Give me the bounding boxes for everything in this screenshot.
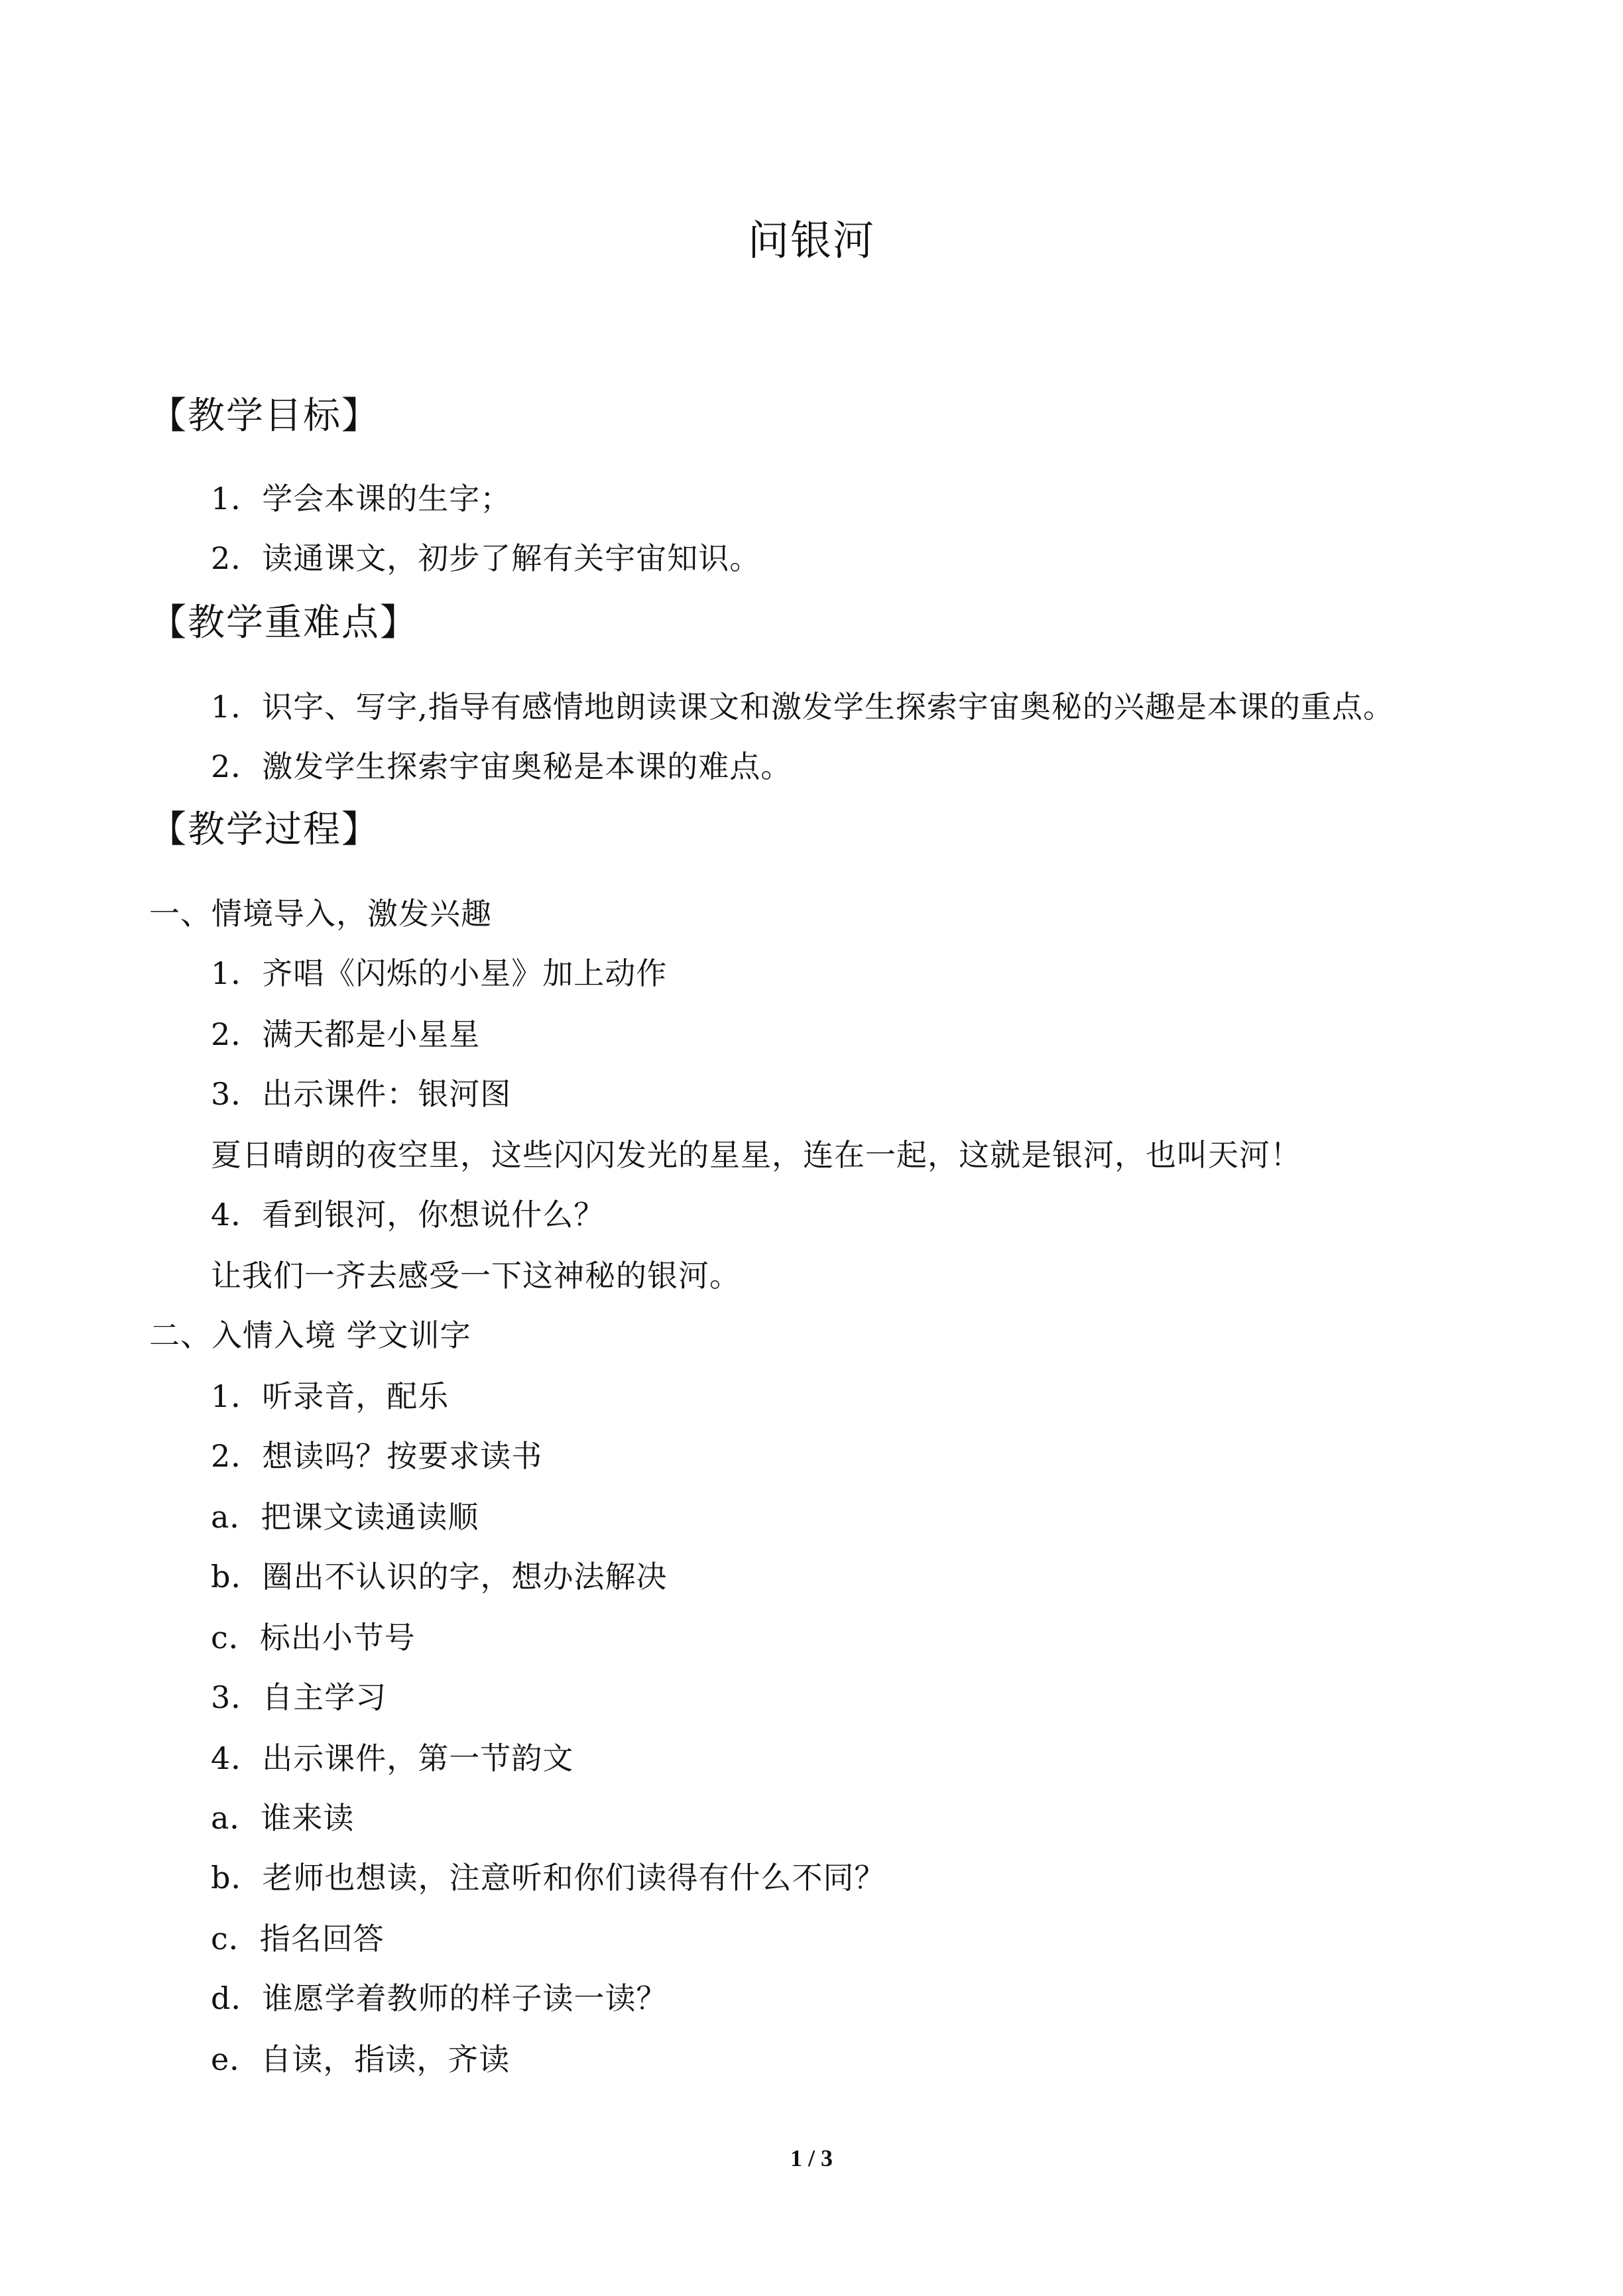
process-line: 3．出示课件：银河图 — [211, 1076, 512, 1112]
process-line: 2．想读吗？按要求读书 — [211, 1438, 543, 1474]
process-line: 4．出示课件，第一节韵文 — [211, 1740, 574, 1776]
process-part-title: 二、入情入境 学文训字 — [149, 1317, 471, 1353]
process-line: 3．自主学习 — [211, 1679, 387, 1715]
process-line: a．把课文读通读顺 — [211, 1499, 479, 1535]
key-point-item: 2．激发学生探索宇宙奥秘是本课的难点。 — [211, 749, 792, 784]
process-line: 让我们一齐去感受一下这神秘的银河。 — [211, 1258, 741, 1294]
process-line: c．标出小节号 — [211, 1620, 416, 1656]
process-line: 夏日晴朗的夜空里，这些闪闪发光的星星，连在一起，这就是银河，也叫天河！ — [211, 1137, 1301, 1173]
process-line: b．圈出不认识的字，想办法解决 — [211, 1559, 668, 1595]
section-heading-process: 【教学过程】 — [149, 808, 380, 851]
document-title: 问银河 — [747, 216, 875, 265]
objective-item: 1．学会本课的生字； — [211, 481, 512, 516]
process-line: a．谁来读 — [211, 1800, 355, 1836]
section-heading-key-points: 【教学重难点】 — [149, 601, 418, 644]
process-line: e．自读，指读，齐读 — [211, 2041, 511, 2077]
process-line: 1．听录音，配乐 — [211, 1378, 450, 1414]
process-line: 2．满天都是小星星 — [211, 1016, 481, 1052]
key-point-item: 1．识字、写字,指导有感情地朗读课文和激发学生探索宇宙奥秘的兴趣是本课的重点。 — [211, 689, 1394, 725]
process-line: b．老师也想读，注意听和你们读得有什么不同？ — [211, 1860, 886, 1896]
process-line: c．指名回答 — [211, 1921, 385, 1957]
process-line: 1．齐唱《闪烁的小星》加上动作 — [211, 955, 668, 991]
process-line: 4．看到银河，你想说什么？ — [211, 1197, 605, 1233]
page-number: 1 / 3 — [790, 2145, 833, 2171]
process-line: d．谁愿学着教师的样子读一读？ — [211, 1980, 668, 2016]
objective-item: 2．读通课文，初步了解有关宇宙知识。 — [211, 540, 761, 576]
process-part-title: 一、情境导入，激发兴趣 — [149, 896, 492, 932]
section-heading-objectives: 【教学目标】 — [149, 394, 380, 438]
